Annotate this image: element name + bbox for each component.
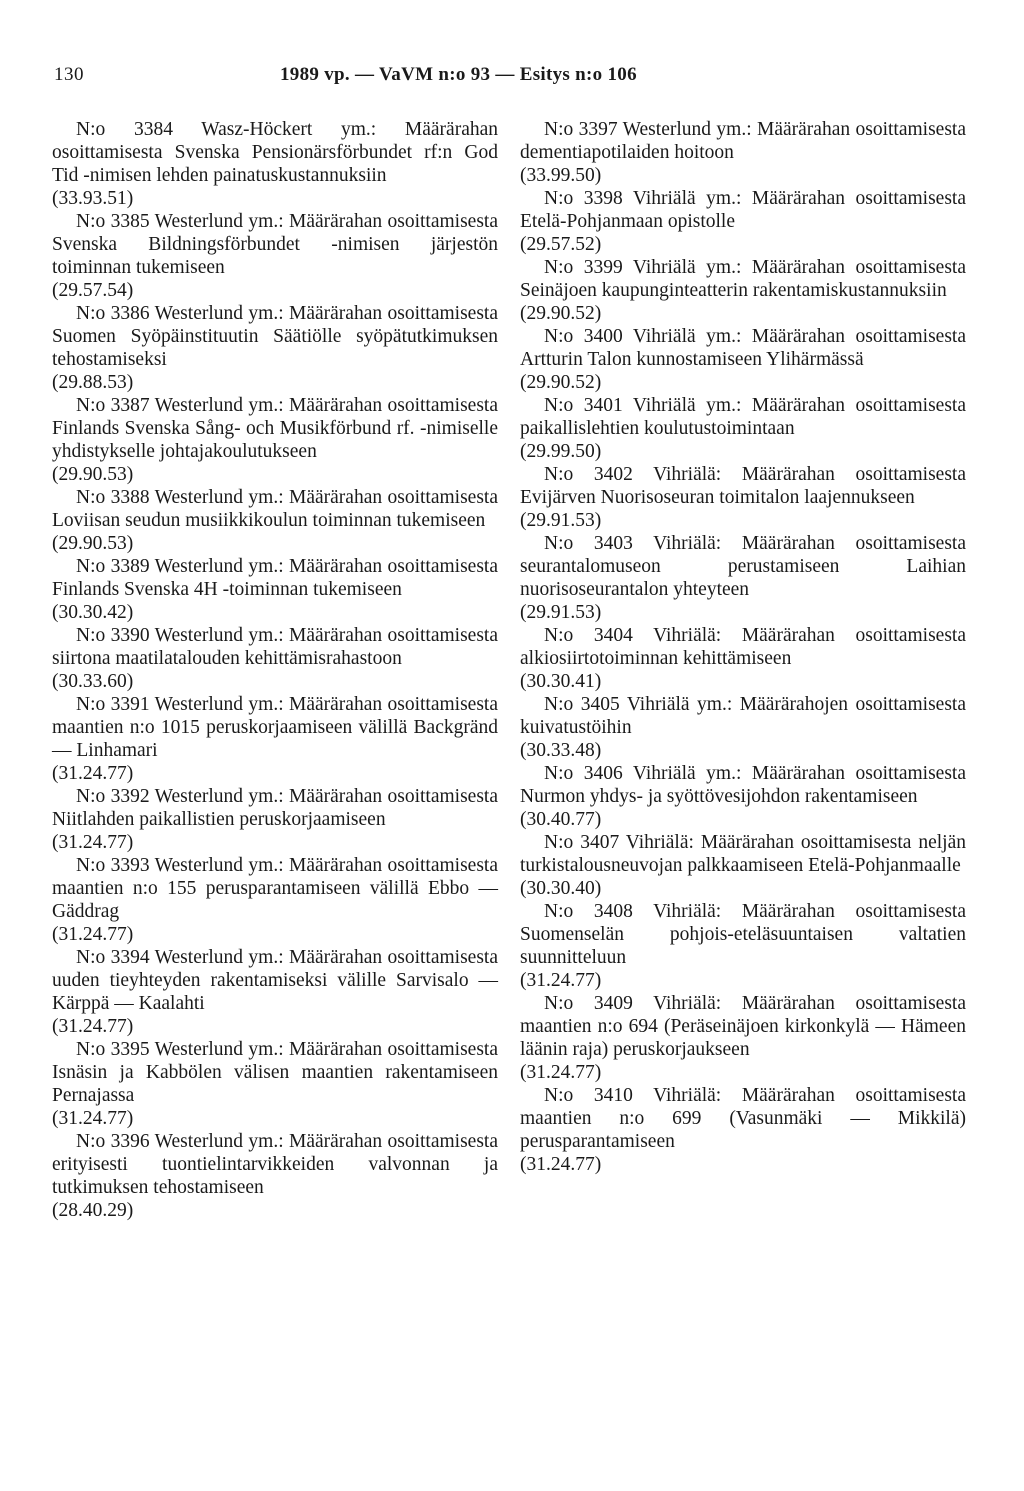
- budget-code: (31.24.77): [52, 1108, 134, 1129]
- motion-entry: [520, 532, 966, 624]
- motion-entry: [520, 762, 966, 831]
- motion-text: N:o 3404 Vihriälä: Määrärahan osoittamisesta alkiosiirtotoiminnan kehittämiseen: [520, 625, 966, 669]
- motion-entry: [52, 486, 498, 555]
- motion-text: N:o 3387 Westerlund ym.: Määrärahan osoittamisesta Finlands Svenska Sång- och Musikförbund rf. -nimiselle yhdistykselle johtajakoulutukseen: [52, 395, 498, 462]
- motion-entry: [520, 187, 966, 256]
- motion-text: N:o 3389 Westerlund ym.: Määrärahan osoittamisesta Finlands Svenska 4H -toiminnan tukemiseen: [52, 556, 498, 600]
- budget-code: (33.93.51): [52, 188, 134, 209]
- motion-entry: [52, 118, 498, 210]
- motion-entry: [52, 946, 498, 1038]
- budget-code: (30.33.48): [520, 740, 602, 761]
- motion-entry: [520, 394, 966, 463]
- budget-code: (30.33.60): [52, 671, 134, 692]
- motion-entry: [520, 118, 966, 187]
- motion-text: N:o 3403 Vihriälä: Määrärahan osoittamisesta seurantalomuseon perustamiseen Laihian nuorisoseurantalon yhteyteen: [520, 533, 966, 600]
- motion-text: N:o 3410 Vihriälä: Määrärahan osoittamisesta maantien n:o 699 (Vasunmäki — Mikkilä) perusparantamiseen: [520, 1085, 966, 1152]
- motion-entry: [52, 394, 498, 486]
- motion-entry: [520, 624, 966, 693]
- budget-code: (31.24.77): [520, 1062, 602, 1083]
- motion-text: N:o 3399 Vihriälä ym.: Määrärahan osoittamisesta Seinäjoen kaupunginteatterin rakentamiskustannuksiin: [520, 257, 966, 301]
- motion-entry: [520, 325, 966, 394]
- motion-entry: [520, 1084, 966, 1176]
- motion-entry: [52, 302, 498, 394]
- motion-text: N:o 3394 Westerlund ym.: Määrärahan osoittamisesta uuden tieyhteyden rakentamiseksi välille Sarvisalo — Kärppä — Kaalahti: [52, 947, 498, 1014]
- motion-entry: [520, 831, 966, 900]
- left-column: [52, 118, 498, 1222]
- motion-entry: [52, 785, 498, 854]
- motion-text: N:o 3385 Westerlund ym.: Määrärahan osoittamisesta Svenska Bildningsförbundet -nimisen järjestön toiminnan tukemiseen: [52, 211, 498, 278]
- budget-code: (29.91.53): [520, 602, 602, 623]
- motion-entry: [520, 900, 966, 992]
- budget-code: (31.24.77): [52, 832, 134, 853]
- budget-code: (31.24.77): [52, 763, 134, 784]
- motion-text: N:o 3391 Westerlund ym.: Määrärahan osoittamisesta maantien n:o 1015 peruskorjaamiseen välillä Backgränd — Linhamari: [52, 694, 498, 761]
- motion-text: N:o 3401 Vihriälä ym.: Määrärahan osoittamisesta paikallislehtien koulutustoimintaan: [520, 395, 966, 439]
- motion-entry: [520, 256, 966, 325]
- budget-code: (33.99.50): [520, 165, 602, 186]
- motion-entry: [52, 1038, 498, 1130]
- motion-text: N:o 3408 Vihriälä: Määrärahan osoittamisesta Suomenselän pohjois-eteläsuuntaisen valtatien suunnitteluun: [520, 901, 966, 968]
- budget-code: (28.40.29): [52, 1200, 134, 1221]
- motion-entry: [520, 992, 966, 1084]
- right-column: [520, 118, 966, 1176]
- motion-text: N:o 3398 Vihriälä ym.: Määrärahan osoittamisesta Etelä-Pohjanmaan opistolle: [520, 188, 966, 232]
- budget-code: (29.57.52): [520, 234, 602, 255]
- budget-code: (29.90.53): [52, 464, 134, 485]
- budget-code: (30.30.42): [52, 602, 134, 623]
- motion-text: N:o 3393 Westerlund ym.: Määrärahan osoittamisesta maantien n:o 155 perusparantamiseen välillä Ebbo — Gäddrag: [52, 855, 498, 922]
- budget-code: (30.30.41): [520, 671, 602, 692]
- motion-entry: [52, 693, 498, 785]
- budget-code: (29.99.50): [520, 441, 602, 462]
- budget-code: (29.57.54): [52, 280, 134, 301]
- motion-text: N:o 3395 Westerlund ym.: Määrärahan osoittamisesta Isnäsin ja Kabbölen välisen maantien rakentamiseen Pernajassa: [52, 1039, 498, 1106]
- budget-code: (31.24.77): [520, 970, 602, 991]
- budget-code: (29.90.52): [520, 372, 602, 393]
- motion-entry: [52, 854, 498, 946]
- motion-text: N:o 3392 Westerlund ym.: Määrärahan osoittamisesta Niitlahden paikallistien peruskorjaamiseen: [52, 786, 498, 830]
- budget-code: (29.91.53): [520, 510, 602, 531]
- motion-text: N:o 3386 Westerlund ym.: Määrärahan osoittamisesta Suomen Syöpäinstituutin Säätiölle syöpätutkimuksen tehostamiseksi: [52, 303, 498, 370]
- budget-code: (29.90.52): [520, 303, 602, 324]
- motion-entry: [52, 1130, 498, 1222]
- budget-code: (29.88.53): [52, 372, 134, 393]
- motion-text: N:o 3406 Vihriälä ym.: Määrärahan osoittamisesta Nurmon yhdys- ja syöttövesijohdon rakentamiseen: [520, 763, 966, 807]
- motion-text: N:o 3409 Vihriälä: Määrärahan osoittamisesta maantien n:o 694 (Peräseinäjoen kirkonkylä — Hämeen läänin raja) peruskorjaukseen: [520, 993, 966, 1060]
- budget-code: (31.24.77): [52, 1016, 134, 1037]
- motion-entry: [52, 555, 498, 624]
- budget-code: (31.24.77): [520, 1154, 602, 1175]
- motion-text: N:o 3388 Westerlund ym.: Määrärahan osoittamisesta Loviisan seudun musiikkikoulun toiminnan tukemiseen: [52, 487, 498, 531]
- motion-entry: [520, 463, 966, 532]
- motion-entry: [52, 210, 498, 302]
- motion-entry: [520, 693, 966, 762]
- running-header: 1989 vp. — VaVM n:o 93 — Esitys n:o 106: [280, 64, 637, 85]
- budget-code: (29.90.53): [52, 533, 134, 554]
- motion-text: N:o 3384 Wasz-Höckert ym.: Määrärahan osoittamisesta Svenska Pensionärsförbundet rf:n God Tid -nimisen lehden painatuskustannuksiin: [52, 119, 498, 186]
- budget-code: (30.40.77): [520, 809, 602, 830]
- motion-text: N:o 3405 Vihriälä ym.: Määrärahojen osoittamisesta kuivatustöihin: [520, 694, 966, 738]
- motion-text: N:o 3400 Vihriälä ym.: Määrärahan osoittamisesta Artturin Talon kunnostamiseen Ylihärmässä: [520, 326, 966, 370]
- motion-text: N:o 3407 Vihriälä: Määrärahan osoittamisesta neljän turkistalousneuvojan palkkaamiseen Etelä-Pohjanmaalle: [520, 832, 966, 876]
- budget-code: (30.30.40): [520, 878, 602, 899]
- motion-text: N:o 3397 Westerlund ym.: Määrärahan osoittamisesta dementiapotilaiden hoitoon: [520, 119, 966, 163]
- budget-code: (31.24.77): [52, 924, 134, 945]
- motion-text: N:o 3390 Westerlund ym.: Määrärahan osoittamisesta siirtona maatilatalouden kehittämisrahastoon: [52, 625, 498, 669]
- page-number: 130: [54, 64, 84, 85]
- motion-text: N:o 3396 Westerlund ym.: Määrärahan osoittamisesta erityisesti tuontielintarvikkeiden valvonnan ja tutkimuksen tehostamiseen: [52, 1131, 498, 1198]
- motion-entry: [52, 624, 498, 693]
- motion-text: N:o 3402 Vihriälä: Määrärahan osoittamisesta Evijärven Nuorisoseuran toimitalon laajennukseen: [520, 464, 966, 508]
